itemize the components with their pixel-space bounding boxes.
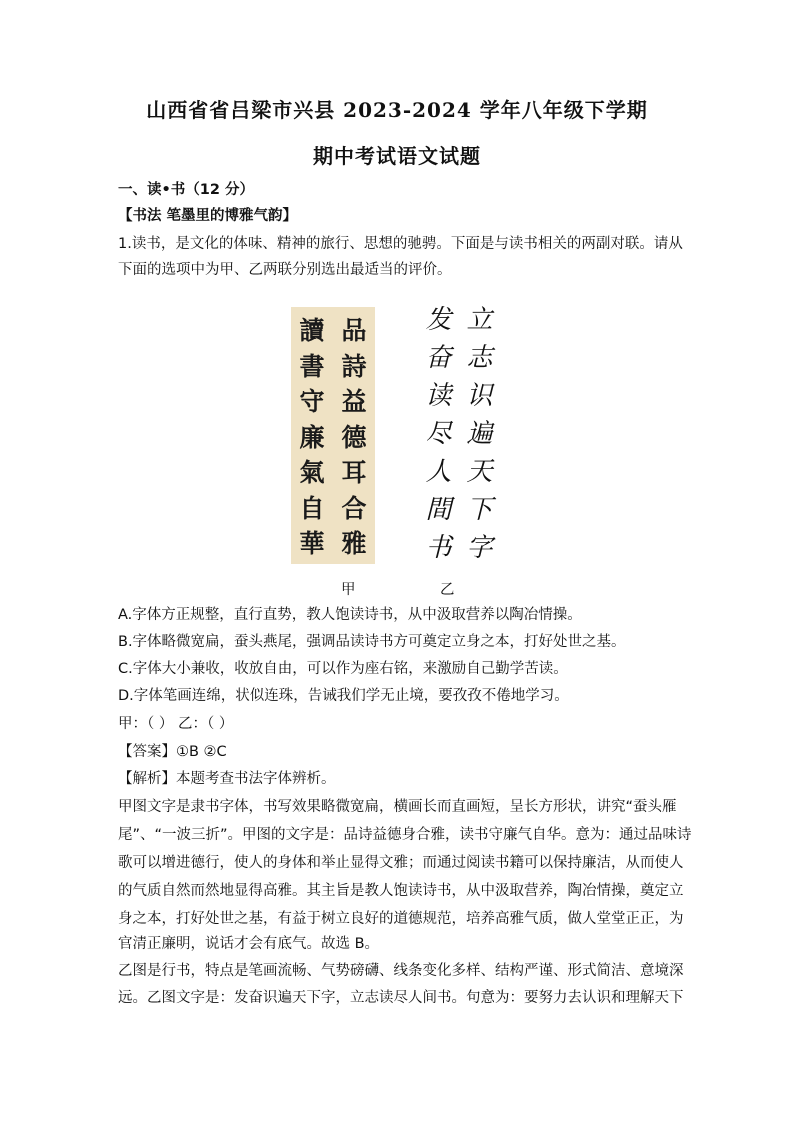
option-b: B.字体略微宽扁，蚕头燕尾，强调品读诗书方可奠定立身之本，打好处世之基。: [118, 634, 626, 650]
calligraphy-char: 合: [341, 493, 367, 523]
calligraphy-char: 奋: [425, 343, 452, 373]
section-heading: 一、读•书（12 分）: [118, 182, 254, 198]
calligraphy-char: 氣: [299, 458, 325, 487]
analysis-line: 甲图文字是隶书字体，书写效果略微宽扁，横画长而直画短，呈长方形状，讲究“蚕头雁: [118, 799, 677, 815]
caption-jia: 甲: [341, 582, 356, 598]
calligraphy-char: 下: [466, 495, 493, 525]
calligraphy-char: 耳: [341, 458, 367, 487]
calligraphy-char: 读: [425, 381, 452, 411]
calligraphy-char: 书: [425, 533, 452, 563]
calligraphy-char: 德: [341, 422, 367, 452]
calligraphy-yi-right-column: [459, 297, 500, 573]
document-title-line1: 山西省省吕梁市兴县 2023-2024 学年八年级下学期: [146, 98, 648, 122]
analysis-line: 尾”、“一波三折”。甲图的文字是：品诗益德身合雅，读书守廉气自华。意为：通过品味诗: [118, 827, 692, 843]
calligraphy-char: 尽: [425, 419, 452, 449]
analysis-line: 乙图是行书，特点是笔画流畅、气势磅礴、线条变化多样、结构严谨、形式简洁、意境深: [118, 963, 684, 979]
calligraphy-char: 天: [466, 457, 493, 487]
analysis-line: 官清正廉明，说话才会有底气。故选 B。: [118, 936, 380, 952]
calligraphy-char: 自: [299, 493, 325, 523]
calligraphy-char: 間: [425, 495, 452, 525]
option-d: D.字体笔画连绵，状似连珠，告诫我们学无止境，要孜孜不倦地学习。: [118, 688, 569, 704]
calligraphy-char: 识: [466, 381, 493, 411]
calligraphy-yi-left-column: [418, 297, 459, 573]
calligraphy-jia-left-column: [291, 307, 333, 564]
calligraphy-char: 書: [299, 351, 325, 381]
calligraphy-jia-image: [291, 307, 375, 564]
calligraphy-char: 志: [466, 343, 493, 373]
calligraphy-char: 益: [341, 387, 367, 416]
calligraphy-char: 立: [466, 305, 493, 335]
option-a: A.字体方正规整，直行直势，教人饱读诗书，从中汲取营养以陶冶情操。: [118, 607, 582, 623]
calligraphy-char: 讀: [299, 316, 325, 345]
answer-blank: 甲：（ ） 乙：（ ）: [118, 716, 234, 732]
calligraphy-char: 遍: [466, 419, 493, 449]
subsection-heading: 【书法 笔墨里的博雅气韵】: [118, 208, 298, 224]
analysis-line: 身之本，打好处世之基，有益于树立良好的道德规范，培养高雅气质，做人堂堂正正，为: [118, 911, 684, 927]
answer: 【答案】①B ②C: [118, 744, 227, 760]
calligraphy-jia-right-column: [333, 307, 375, 564]
analysis-label: 【解析】本题考查书法字体辨析。: [118, 771, 336, 787]
calligraphy-char: 詩: [341, 351, 367, 381]
calligraphy-char: 雅: [341, 529, 367, 558]
question-stem-line2: 下面的选项中为甲、乙两联分别选出最适当的评价。: [118, 262, 452, 278]
calligraphy-char: 字: [466, 533, 493, 563]
calligraphy-char: 发: [425, 305, 452, 335]
analysis-line: 远。乙图文字是：发奋识遍天下字，立志读尽人间书。句意为：要努力去认识和理解天下: [118, 990, 684, 1006]
calligraphy-char: 品: [341, 316, 367, 345]
caption-yi: 乙: [440, 582, 455, 598]
analysis-line: 的气质自然而然地显得高雅。其主旨是教人饱读诗书，从中汲取营养，陶冶情操，奠定立: [118, 883, 684, 899]
calligraphy-char: 守: [299, 387, 325, 416]
calligraphy-yi-image: [418, 297, 500, 573]
question-stem-line1: 1.读书，是文化的体味、精神的旅行、思想的驰骋。下面是与读书相关的两副对联。请从: [118, 236, 683, 252]
analysis-line: 歌可以增进德行，使人的身体和举止显得文雅；而通过阅读书籍可以保持廉洁，从而使人: [118, 855, 684, 871]
option-c: C.字体大小兼收，收放自由，可以作为座右铭，来激励自己勤学苦读。: [118, 661, 568, 677]
calligraphy-char: 人: [425, 457, 452, 487]
calligraphy-char: 廉: [299, 422, 325, 452]
document-title-line2: 期中考试语文试题: [313, 144, 481, 168]
calligraphy-char: 華: [299, 529, 325, 558]
